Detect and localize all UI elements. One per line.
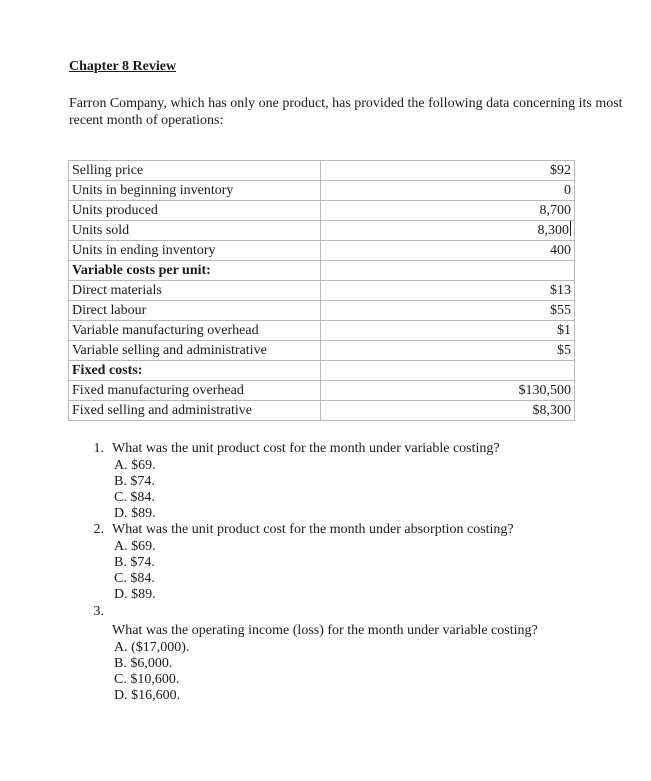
row-label: Fixed selling and administrative: [69, 401, 321, 421]
question-number: 1.: [93, 441, 104, 456]
answer-option: D. $16,600.: [114, 688, 181, 703]
table-row: [69, 281, 575, 301]
page-heading: Chapter 8 Review: [69, 59, 177, 74]
answer-option: C. $84.: [114, 571, 155, 586]
row-value: $92: [321, 161, 575, 181]
question-number: 3.: [93, 604, 104, 619]
row-label: Units in ending inventory: [69, 241, 321, 261]
row-value: 8,300: [537, 223, 569, 238]
section-header-row: [69, 261, 575, 281]
row-label: Units in beginning inventory: [69, 181, 321, 201]
table-row: [69, 241, 575, 261]
row-value: $8,300: [321, 401, 575, 421]
answer-option: A. $69.: [114, 458, 156, 473]
row-label: Direct materials: [69, 281, 321, 301]
section-label: Variable costs per unit:: [69, 261, 321, 281]
table-row: [69, 161, 575, 181]
answer-option: A. $69.: [114, 539, 156, 554]
row-value: [321, 261, 575, 281]
table-row: [69, 221, 575, 241]
row-value: 8,700: [321, 201, 575, 221]
row-value: $13: [321, 281, 575, 301]
table-row: [69, 341, 575, 361]
row-label: Selling price: [69, 161, 321, 181]
table-row: [69, 321, 575, 341]
question-number: 2.: [93, 522, 104, 537]
row-value: $1: [321, 321, 575, 341]
row-value-cell: [321, 221, 575, 241]
row-value: $5: [321, 341, 575, 361]
row-value: $55: [321, 301, 575, 321]
question-text: What was the unit product cost for the month under variable costing?: [112, 441, 500, 456]
answer-option: D. $89.: [114, 506, 156, 521]
question-text: What was the operating income (loss) for the month under variable costing?: [112, 623, 538, 638]
text-cursor-marker: [570, 221, 571, 236]
intro-paragraph: Farron Company, which has only one product, has provided the following data concerning its most recent month of operations:: [69, 96, 623, 128]
answer-option: B. $74.: [114, 555, 155, 570]
table-row: [69, 401, 575, 421]
cost-data-table: [68, 160, 575, 421]
row-value: [321, 361, 575, 381]
question-text: What was the unit product cost for the month under absorption costing?: [112, 522, 514, 537]
row-label: Variable manufacturing overhead: [69, 321, 321, 341]
answer-option: C. $84.: [114, 490, 155, 505]
row-label: Units sold: [69, 221, 321, 241]
table-row: [69, 201, 575, 221]
row-value: 400: [321, 241, 575, 261]
table-row: [69, 181, 575, 201]
section-label: Fixed costs:: [69, 361, 321, 381]
answer-option: B. $74.: [114, 474, 155, 489]
row-value: $130,500: [321, 381, 575, 401]
answer-option: A. ($17,000).: [114, 640, 190, 655]
table-row: [69, 301, 575, 321]
answer-option: C. $10,600.: [114, 672, 180, 687]
section-header-row: [69, 361, 575, 381]
row-label: Variable selling and administrative: [69, 341, 321, 361]
answer-option: D. $89.: [114, 587, 156, 602]
row-label: Fixed manufacturing overhead: [69, 381, 321, 401]
table-row: [69, 381, 575, 401]
answer-option: B. $6,000.: [114, 656, 173, 671]
row-value: 0: [321, 181, 575, 201]
row-label: Units produced: [69, 201, 321, 221]
row-label: Direct labour: [69, 301, 321, 321]
